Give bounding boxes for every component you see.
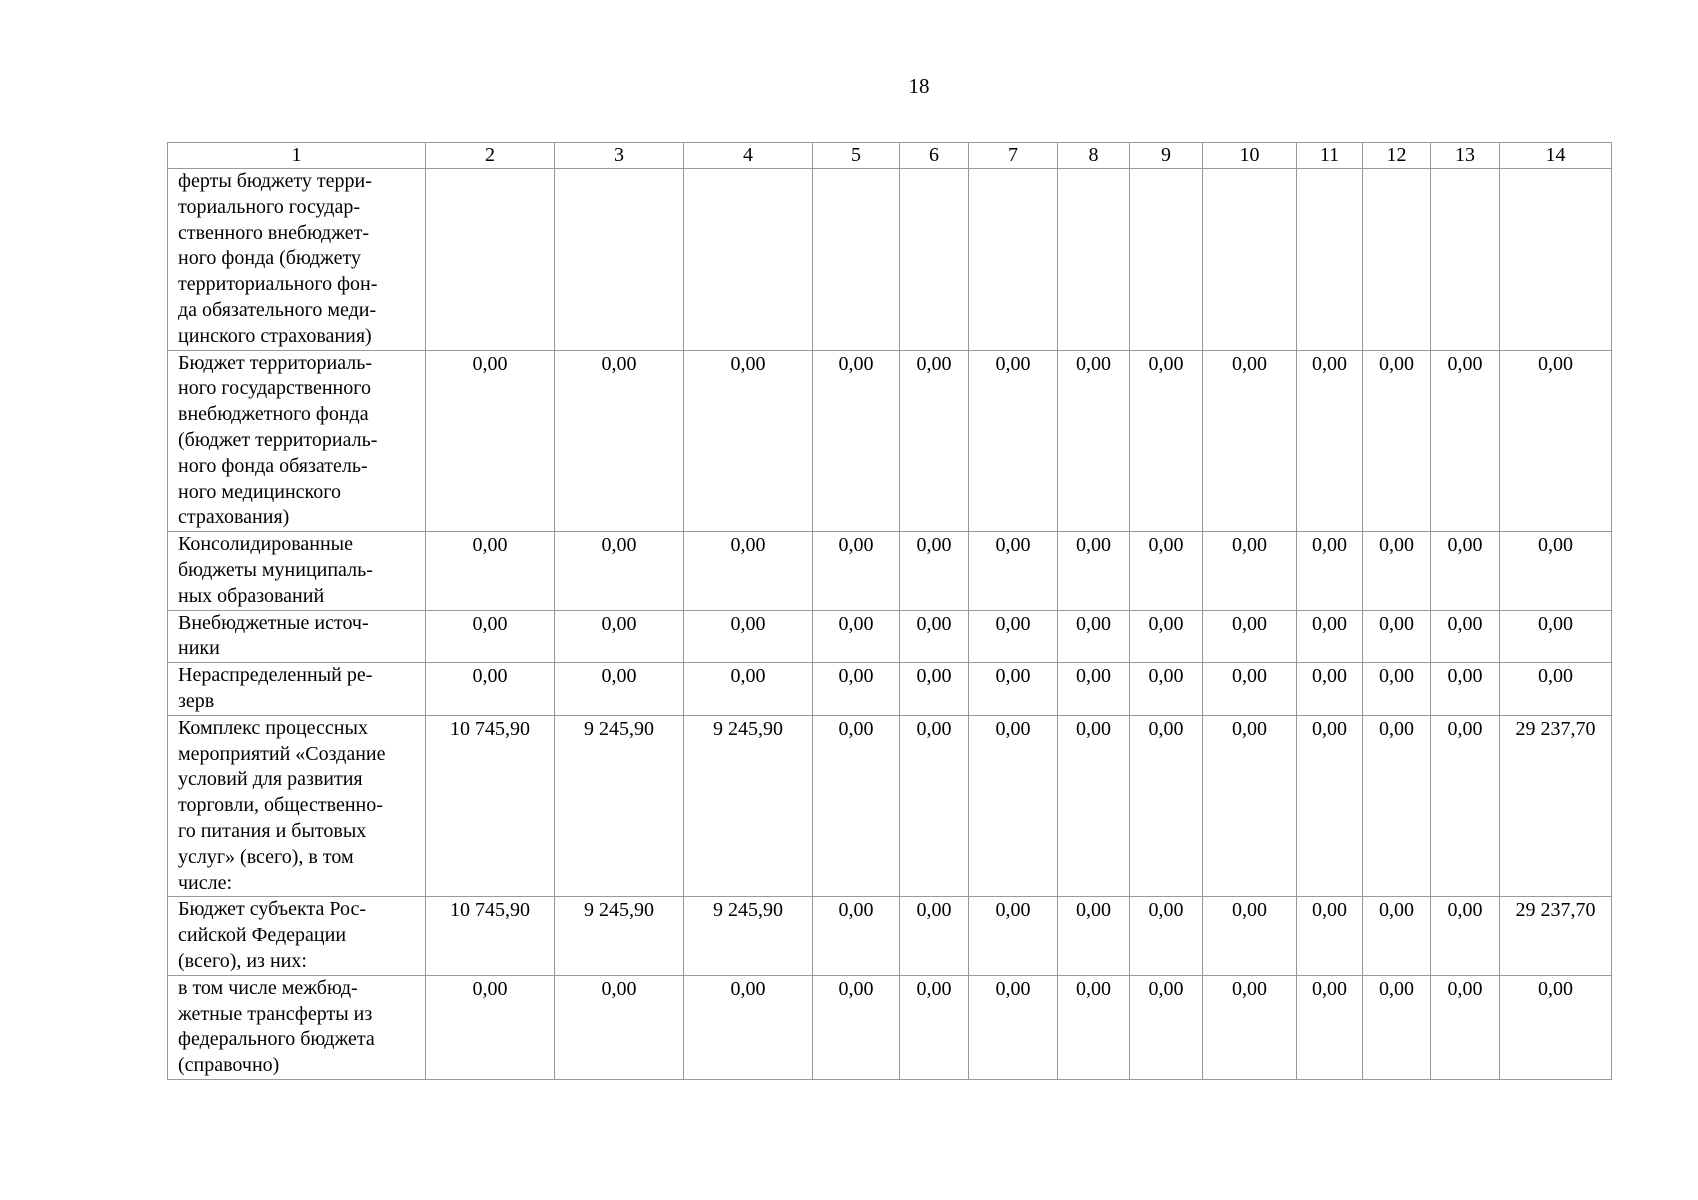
value-cell-col-4: 0,00 bbox=[684, 532, 813, 610]
row-label bbox=[168, 897, 426, 975]
column-header-12: 12 bbox=[1363, 143, 1431, 169]
row-label-line: Бюджет территориаль- bbox=[178, 351, 373, 374]
row-label bbox=[168, 169, 426, 351]
value-cell-col-8: 0,00 bbox=[1058, 663, 1130, 716]
value-cell-col-6: 0,00 bbox=[900, 532, 969, 610]
row-label-line: Бюджет субъекта Рос- bbox=[178, 898, 366, 921]
value-cell-col-9: 0,00 bbox=[1130, 610, 1203, 663]
table-body bbox=[168, 169, 1612, 1080]
value-cell-col-8 bbox=[1058, 169, 1130, 351]
value-cell-col-14: 0,00 bbox=[1500, 532, 1612, 610]
value-cell-col-5: 0,00 bbox=[813, 663, 900, 716]
row-label-line: в том числе межбюд- bbox=[178, 976, 358, 999]
row-label bbox=[168, 532, 426, 610]
row-label-line: территориального фон- bbox=[178, 273, 378, 296]
row-label-line: цинского страхования) bbox=[178, 324, 372, 347]
column-header-8: 8 bbox=[1058, 143, 1130, 169]
value-cell-col-7 bbox=[969, 169, 1058, 351]
row-label-line: сийской Федерации bbox=[178, 924, 347, 947]
column-header-5: 5 bbox=[813, 143, 900, 169]
row-label bbox=[168, 610, 426, 663]
value-cell-col-4: 9 245,90 bbox=[684, 715, 813, 897]
row-label-line: ных образований bbox=[178, 584, 325, 607]
value-cell-col-4: 0,00 bbox=[684, 975, 813, 1079]
value-cell-col-4: 9 245,90 bbox=[684, 897, 813, 975]
value-cell-col-13 bbox=[1431, 169, 1500, 351]
value-cell-col-11: 0,00 bbox=[1297, 610, 1363, 663]
value-cell-col-2: 0,00 bbox=[426, 975, 555, 1079]
value-cell-col-12: 0,00 bbox=[1363, 715, 1431, 897]
value-cell-col-4: 0,00 bbox=[684, 350, 813, 532]
column-header-6: 6 bbox=[900, 143, 969, 169]
budget-table bbox=[167, 142, 1612, 1080]
value-cell-col-6: 0,00 bbox=[900, 975, 969, 1079]
value-cell-col-11: 0,00 bbox=[1297, 715, 1363, 897]
value-cell-col-9: 0,00 bbox=[1130, 350, 1203, 532]
row-label-line: Нераспределенный ре- bbox=[178, 664, 373, 687]
value-cell-col-13: 0,00 bbox=[1431, 532, 1500, 610]
column-header-10: 10 bbox=[1203, 143, 1297, 169]
value-cell-col-9: 0,00 bbox=[1130, 897, 1203, 975]
row-label-line: да обязательного меди- bbox=[178, 298, 377, 321]
value-cell-col-3: 9 245,90 bbox=[555, 897, 684, 975]
value-cell-col-11 bbox=[1297, 169, 1363, 351]
value-cell-col-2: 0,00 bbox=[426, 610, 555, 663]
value-cell-col-7: 0,00 bbox=[969, 975, 1058, 1079]
table-row bbox=[168, 715, 1612, 897]
value-cell-col-8: 0,00 bbox=[1058, 897, 1130, 975]
value-cell-col-11: 0,00 bbox=[1297, 350, 1363, 532]
value-cell-col-3: 0,00 bbox=[555, 532, 684, 610]
row-label-line: ферты бюджету терри- bbox=[178, 170, 372, 192]
column-header-2: 2 bbox=[426, 143, 555, 169]
value-cell-col-10: 0,00 bbox=[1203, 350, 1297, 532]
value-cell-col-5: 0,00 bbox=[813, 975, 900, 1079]
value-cell-col-6: 0,00 bbox=[900, 715, 969, 897]
value-cell-col-2: 10 745,90 bbox=[426, 897, 555, 975]
value-cell-col-7: 0,00 bbox=[969, 663, 1058, 716]
value-cell-col-12: 0,00 bbox=[1363, 897, 1431, 975]
column-header-13: 13 bbox=[1431, 143, 1500, 169]
value-cell-col-13: 0,00 bbox=[1431, 975, 1500, 1079]
row-label-line: (всего), из них: bbox=[178, 949, 307, 972]
row-label-line: торговли, общественно- bbox=[178, 794, 383, 817]
value-cell-col-13: 0,00 bbox=[1431, 663, 1500, 716]
value-cell-col-11: 0,00 bbox=[1297, 975, 1363, 1079]
table-row bbox=[168, 975, 1612, 1079]
row-label-line: ники bbox=[178, 637, 220, 660]
value-cell-col-12: 0,00 bbox=[1363, 610, 1431, 663]
value-cell-col-7: 0,00 bbox=[969, 532, 1058, 610]
value-cell-col-4 bbox=[684, 169, 813, 351]
row-label-line: (бюджет территориаль- bbox=[178, 428, 378, 451]
value-cell-col-3: 0,00 bbox=[555, 610, 684, 663]
value-cell-col-10: 0,00 bbox=[1203, 610, 1297, 663]
value-cell-col-7: 0,00 bbox=[969, 350, 1058, 532]
value-cell-col-12: 0,00 bbox=[1363, 975, 1431, 1079]
value-cell-col-5: 0,00 bbox=[813, 715, 900, 897]
row-label-line: услуг» (всего), в том bbox=[178, 845, 354, 868]
row-label-line: ственного внебюджет- bbox=[178, 221, 370, 244]
value-cell-col-2: 0,00 bbox=[426, 350, 555, 532]
row-label bbox=[168, 715, 426, 897]
value-cell-col-11: 0,00 bbox=[1297, 663, 1363, 716]
value-cell-col-5: 0,00 bbox=[813, 532, 900, 610]
value-cell-col-10: 0,00 bbox=[1203, 532, 1297, 610]
value-cell-col-8: 0,00 bbox=[1058, 715, 1130, 897]
row-label-line: ного фонда (бюджету bbox=[178, 247, 361, 270]
value-cell-col-12: 0,00 bbox=[1363, 350, 1431, 532]
value-cell-col-3 bbox=[555, 169, 684, 351]
value-cell-col-9: 0,00 bbox=[1130, 532, 1203, 610]
value-cell-col-2: 0,00 bbox=[426, 663, 555, 716]
value-cell-col-5: 0,00 bbox=[813, 610, 900, 663]
row-label-line: (справочно) bbox=[178, 1054, 280, 1077]
row-label-line: числе: bbox=[178, 871, 233, 894]
value-cell-col-14: 0,00 bbox=[1500, 975, 1612, 1079]
row-label-line: ного фонда обязатель- bbox=[178, 454, 368, 477]
row-label-line: ториального государ- bbox=[178, 195, 361, 218]
table-row bbox=[168, 169, 1612, 351]
column-header-4: 4 bbox=[684, 143, 813, 169]
row-label-line: Внебюджетные источ- bbox=[178, 611, 369, 634]
value-cell-col-3: 0,00 bbox=[555, 975, 684, 1079]
value-cell-col-10: 0,00 bbox=[1203, 975, 1297, 1079]
value-cell-col-14: 0,00 bbox=[1500, 610, 1612, 663]
value-cell-col-7: 0,00 bbox=[969, 715, 1058, 897]
row-label-line: Консолидированные bbox=[178, 533, 353, 556]
value-cell-col-13: 0,00 bbox=[1431, 610, 1500, 663]
value-cell-col-12: 0,00 bbox=[1363, 663, 1431, 716]
header-row bbox=[168, 143, 1612, 169]
row-label-line: бюджеты муниципаль- bbox=[178, 558, 373, 581]
column-header-1: 1 bbox=[168, 143, 426, 169]
value-cell-col-14: 29 237,70 bbox=[1500, 897, 1612, 975]
value-cell-col-10 bbox=[1203, 169, 1297, 351]
row-label-line: внебюджетного фонда bbox=[178, 403, 369, 426]
value-cell-col-12 bbox=[1363, 169, 1431, 351]
column-header-11: 11 bbox=[1297, 143, 1363, 169]
value-cell-col-9: 0,00 bbox=[1130, 975, 1203, 1079]
value-cell-col-6: 0,00 bbox=[900, 897, 969, 975]
row-label-line: мероприятий «Создание bbox=[178, 742, 386, 765]
table-row bbox=[168, 897, 1612, 975]
row-label-line: федерального бюджета bbox=[178, 1028, 375, 1051]
value-cell-col-6 bbox=[900, 169, 969, 351]
value-cell-col-8: 0,00 bbox=[1058, 610, 1130, 663]
page-number: 18 bbox=[908, 74, 930, 98]
value-cell-col-13: 0,00 bbox=[1431, 897, 1500, 975]
value-cell-col-11: 0,00 bbox=[1297, 532, 1363, 610]
value-cell-col-10: 0,00 bbox=[1203, 715, 1297, 897]
column-header-3: 3 bbox=[555, 143, 684, 169]
value-cell-col-10: 0,00 bbox=[1203, 663, 1297, 716]
value-cell-col-6: 0,00 bbox=[900, 350, 969, 532]
value-cell-col-2: 0,00 bbox=[426, 532, 555, 610]
value-cell-col-6: 0,00 bbox=[900, 663, 969, 716]
column-header-14: 14 bbox=[1500, 143, 1612, 169]
row-label-line: ного государственного bbox=[178, 377, 371, 400]
table-row bbox=[168, 532, 1612, 610]
value-cell-col-14: 0,00 bbox=[1500, 350, 1612, 532]
value-cell-col-9 bbox=[1130, 169, 1203, 351]
value-cell-col-8: 0,00 bbox=[1058, 975, 1130, 1079]
value-cell-col-5 bbox=[813, 169, 900, 351]
column-header-9: 9 bbox=[1130, 143, 1203, 169]
table-row bbox=[168, 350, 1612, 532]
value-cell-col-3: 0,00 bbox=[555, 663, 684, 716]
value-cell-col-11: 0,00 bbox=[1297, 897, 1363, 975]
row-label bbox=[168, 663, 426, 716]
value-cell-col-7: 0,00 bbox=[969, 897, 1058, 975]
row-label-line: условий для развития bbox=[178, 768, 363, 791]
value-cell-col-13: 0,00 bbox=[1431, 350, 1500, 532]
value-cell-col-4: 0,00 bbox=[684, 610, 813, 663]
value-cell-col-14: 29 237,70 bbox=[1500, 715, 1612, 897]
value-cell-col-5: 0,00 bbox=[813, 897, 900, 975]
row-label-line: го питания и бытовых bbox=[178, 819, 367, 842]
value-cell-col-9: 0,00 bbox=[1130, 715, 1203, 897]
row-label-line: зерв bbox=[178, 689, 215, 712]
row-label-line: ного медицинского bbox=[178, 480, 341, 503]
value-cell-col-4: 0,00 bbox=[684, 663, 813, 716]
value-cell-col-2 bbox=[426, 169, 555, 351]
value-cell-col-9: 0,00 bbox=[1130, 663, 1203, 716]
value-cell-col-14 bbox=[1500, 169, 1612, 351]
value-cell-col-13: 0,00 bbox=[1431, 715, 1500, 897]
value-cell-col-14: 0,00 bbox=[1500, 663, 1612, 716]
row-label-line: жетные трансферты из bbox=[178, 1002, 373, 1025]
value-cell-col-8: 0,00 bbox=[1058, 350, 1130, 532]
value-cell-col-2: 10 745,90 bbox=[426, 715, 555, 897]
row-label bbox=[168, 975, 426, 1079]
value-cell-col-3: 9 245,90 bbox=[555, 715, 684, 897]
value-cell-col-10: 0,00 bbox=[1203, 897, 1297, 975]
row-label-line: страхования) bbox=[178, 506, 290, 529]
value-cell-col-8: 0,00 bbox=[1058, 532, 1130, 610]
column-header-7: 7 bbox=[969, 143, 1058, 169]
row-label bbox=[168, 350, 426, 532]
value-cell-col-6: 0,00 bbox=[900, 610, 969, 663]
table-row bbox=[168, 663, 1612, 716]
value-cell-col-5: 0,00 bbox=[813, 350, 900, 532]
table-row bbox=[168, 610, 1612, 663]
value-cell-col-12: 0,00 bbox=[1363, 532, 1431, 610]
row-label-line: Комплекс процессных bbox=[178, 716, 368, 739]
value-cell-col-3: 0,00 bbox=[555, 350, 684, 532]
table-header bbox=[168, 143, 1612, 169]
value-cell-col-7: 0,00 bbox=[969, 610, 1058, 663]
